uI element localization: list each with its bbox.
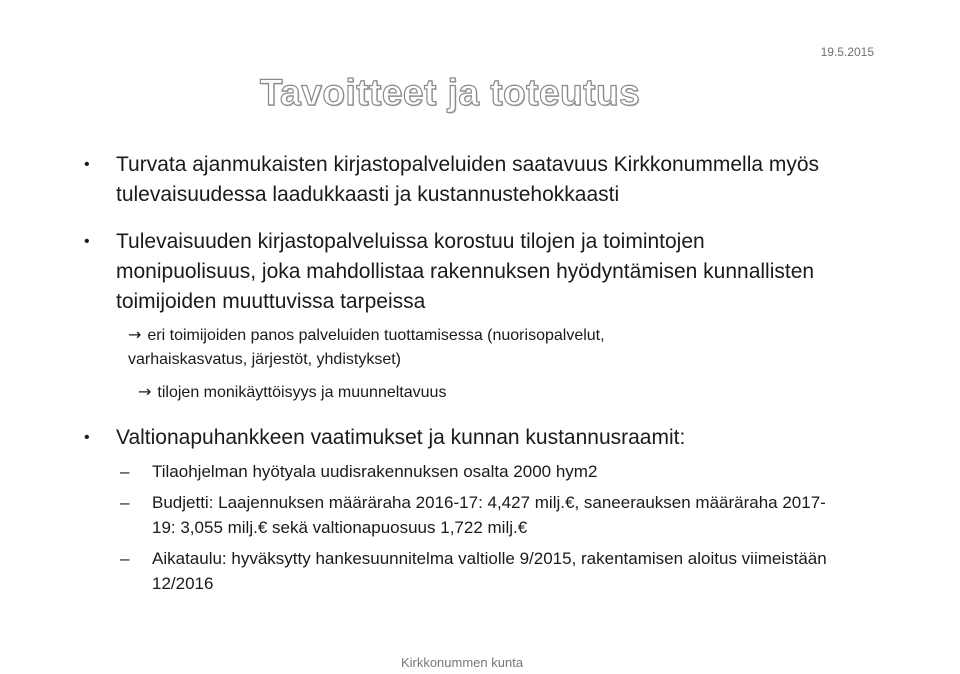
bullet-item bbox=[80, 423, 840, 453]
bullet-dot: • bbox=[84, 156, 90, 173]
slide-content bbox=[80, 150, 840, 596]
arrow-subitem-text: tilojen monikäyttöisyys ja muunneltavuus bbox=[157, 384, 447, 401]
dash-subitem-text: Budjetti: Laajennuksen määräraha 2016-17: 4,427 milj.€, saneerauksen määräraha 2017-19: 3,055 milj.€ sekä valtionapuosuus 1,722 milj.€ bbox=[152, 493, 826, 537]
slide-footer: Kirkkonummen kunta bbox=[400, 655, 524, 670]
slide-date: 19.5.2015 bbox=[820, 45, 874, 59]
bullet-text: Turvata ajanmukaisten kirjastopalveluiden saatavuus Kirkkonummella myös tulevaisuudessa laadukkaasti ja kustannustehokkaasti bbox=[116, 153, 820, 206]
arrow-subitem bbox=[80, 323, 840, 372]
dash-subitem bbox=[80, 459, 840, 484]
bullet-item bbox=[80, 150, 840, 210]
bullet-text: Valtionapuhankkeen vaatimukset ja kunnan kustannusraamit: bbox=[116, 426, 686, 449]
bullet-dot: • bbox=[84, 429, 90, 446]
dash-icon: – bbox=[120, 462, 130, 481]
dash-subitem bbox=[80, 490, 840, 540]
arrow-icon: → bbox=[128, 325, 142, 344]
arrow-subitem-continuation: varhaiskasvatus, järjestöt, yhdistykset) bbox=[128, 351, 401, 368]
dash-subitem bbox=[80, 546, 840, 596]
bullet-text: Tulevaisuuden kirjastopalveluissa korostuu tilojen ja toimintojen monipuolisuus, joka mahdollistaa rakennuksen hyödyntämisen kunnallisten toimijoiden muuttuvissa tarpeissa bbox=[116, 230, 815, 313]
arrow-icon: → bbox=[138, 382, 152, 401]
dash-subitem-text: Tilaohjelman hyötyala uudisrakennuksen osalta 2000 hym2 bbox=[152, 462, 598, 481]
bullet-item bbox=[80, 227, 840, 317]
arrow-subitem-text: eri toimijoiden panos palveluiden tuottamisessa (nuorisopalvelut, bbox=[147, 327, 605, 344]
slide-title: Tavoitteet ja toteutus bbox=[259, 72, 641, 113]
dash-icon: – bbox=[120, 549, 130, 568]
arrow-subitem bbox=[80, 380, 840, 405]
bullet-dot: • bbox=[84, 233, 90, 250]
dash-subitem-text: Aikataulu: hyväksytty hankesuunnitelma valtiolle 9/2015, rakentamisen aloitus viimeistään 12/2016 bbox=[152, 549, 827, 593]
dash-icon: – bbox=[120, 493, 130, 512]
